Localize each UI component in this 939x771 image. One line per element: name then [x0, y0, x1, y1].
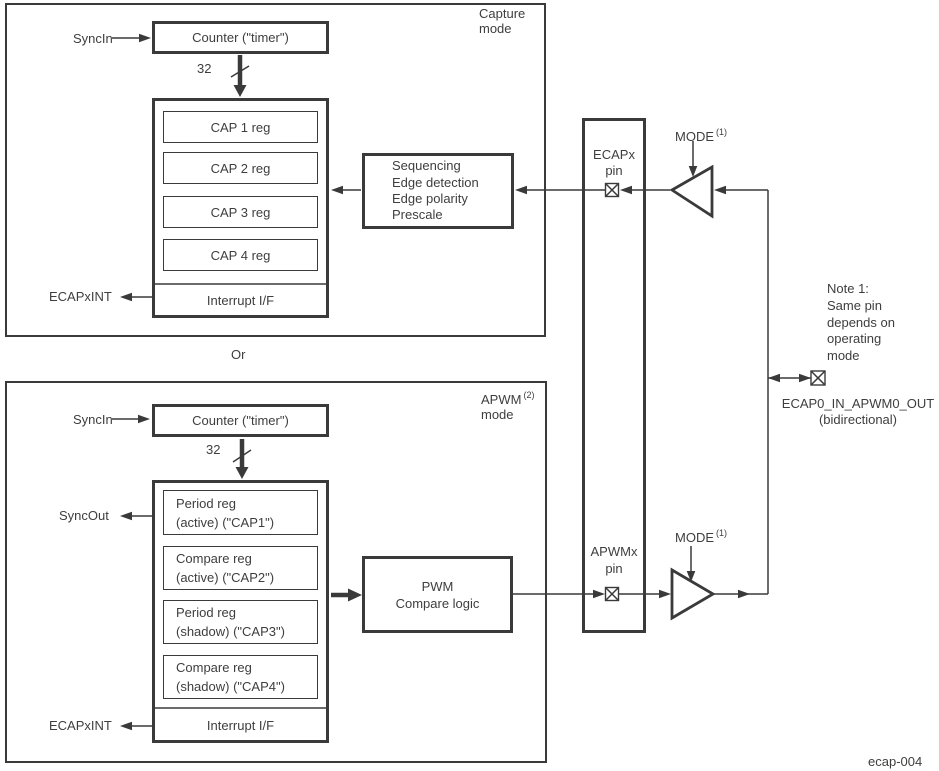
sequencing-line: Sequencing: [392, 158, 461, 174]
period-reg-shadow-box: [163, 600, 318, 644]
compare-reg-active-line1: Compare reg: [176, 551, 252, 566]
compare-reg-active-line2: (active) ("CAP2"): [176, 570, 275, 585]
cap1-reg-label: CAP 1 reg: [210, 119, 271, 135]
cap2-reg-box: [163, 152, 318, 184]
capture-input-buffer-icon: [672, 167, 712, 216]
sequencing-block: [362, 153, 514, 229]
apwmx-pin-label: [582, 543, 646, 577]
mode-bottom-superscript: (1): [716, 528, 727, 538]
apwm-counter-label: Counter ("timer"): [192, 413, 289, 428]
apwm-interrupt-if-label: Interrupt I/F: [206, 717, 275, 733]
external-pin-label: [777, 396, 939, 428]
cap1-reg-box: [163, 111, 318, 143]
mode-bottom-text: MODE: [675, 530, 714, 545]
capture-interrupt-if: [155, 284, 326, 317]
capture-counter-label: Counter ("timer"): [192, 30, 289, 45]
apwmx-pin-line2: pin: [605, 561, 623, 576]
apwm-interrupt-if: [155, 708, 326, 742]
cap2-reg-label: CAP 2 reg: [210, 160, 271, 176]
apwm-ecapxint-label: ECAPxINT: [49, 718, 112, 733]
note-block: [827, 281, 895, 365]
period-reg-shadow-line2: (shadow) ("CAP3"): [176, 624, 285, 639]
apwm-syncin-label: SyncIn: [73, 412, 113, 427]
ecapx-pin-line2: pin: [605, 163, 623, 178]
apwm-bus-width-label: 32: [206, 442, 221, 457]
apwm-title-line2: mode: [481, 407, 514, 422]
compare-reg-shadow-line2: (shadow) ("CAP4"): [176, 679, 285, 694]
note-line: Same pin: [827, 297, 882, 313]
period-reg-active-line2: (active) ("CAP1"): [176, 514, 275, 530]
compare-reg-shadow-line1: Compare reg: [176, 660, 252, 675]
mode-label-top: [675, 125, 727, 144]
capture-title-line1: Capture: [479, 6, 526, 21]
note-line: operating: [827, 331, 882, 347]
mode-top-text: MODE: [675, 129, 714, 144]
apwm-mode-title: [481, 388, 534, 422]
apwm-output-buffer-icon: [672, 570, 713, 618]
edge-polarity-line: Edge polarity: [392, 191, 468, 206]
period-reg-active-line1: Period reg: [176, 495, 236, 511]
or-label: Or: [231, 347, 246, 362]
period-reg-shadow-line1: Period reg: [176, 605, 236, 620]
compare-reg-shadow-box: [163, 655, 318, 699]
mode-arrow-bottom: [687, 546, 696, 582]
bidirectional-pin-stub: [768, 374, 811, 383]
apwmx-pin-line1: APWMx: [590, 544, 638, 559]
cap4-reg-box: [163, 239, 318, 271]
apwm-title-superscript: (2): [523, 390, 535, 400]
apwm-title-line1: [481, 388, 534, 407]
apwm-title-text: APWM: [481, 392, 522, 407]
trunk-to-buffer-arrow: [714, 186, 768, 195]
pwm-compare-logic-block: [362, 556, 513, 633]
syncout-label: SyncOut: [59, 508, 109, 523]
prescale-line: Prescale: [392, 207, 443, 223]
external-pin-direction: (bidirectional): [818, 412, 898, 427]
capture-counter-box: [152, 21, 329, 54]
apwm-counter-box: [152, 404, 329, 437]
cap3-reg-label: CAP 3 reg: [210, 204, 271, 220]
capture-interrupt-if-label: Interrupt I/F: [206, 293, 275, 308]
edge-detection-line: Edge detection: [392, 174, 479, 190]
mode-label-bottom: [675, 526, 727, 545]
note-line: depends on: [827, 314, 895, 330]
mode-top-superscript: (1): [716, 127, 727, 137]
pwm-line: PWM: [421, 578, 454, 594]
external-pin-name: ECAP0_IN_APWM0_OUT: [781, 396, 935, 411]
mode-arrow-top: [689, 141, 698, 177]
note-line: mode: [827, 348, 860, 364]
cap3-reg-box: [163, 196, 318, 228]
buffer-to-trunk-arrow: [713, 590, 768, 599]
compare-reg-active-box: [163, 546, 318, 590]
compare-logic-line: Compare logic: [395, 595, 480, 611]
note-line: Note 1:: [827, 281, 869, 296]
figure-id-label: ecap-004: [868, 754, 923, 769]
capture-bus-width-label: 32: [197, 61, 212, 76]
capture-syncin-label: SyncIn: [73, 31, 113, 46]
ecapx-pin-line1: ECAPx: [593, 147, 635, 162]
capture-ecapxint-label: ECAPxINT: [49, 289, 112, 304]
ecapx-pin-label: [582, 147, 646, 179]
capture-title-line2: mode: [479, 21, 512, 36]
external-io-pad-icon: [811, 371, 825, 385]
pwm-compare-logic-text: [396, 578, 480, 612]
sequencing-block-text: [365, 156, 511, 226]
capture-mode-title: [479, 6, 525, 36]
period-reg-active-box: [163, 490, 318, 535]
cap4-reg-label: CAP 4 reg: [210, 247, 271, 263]
